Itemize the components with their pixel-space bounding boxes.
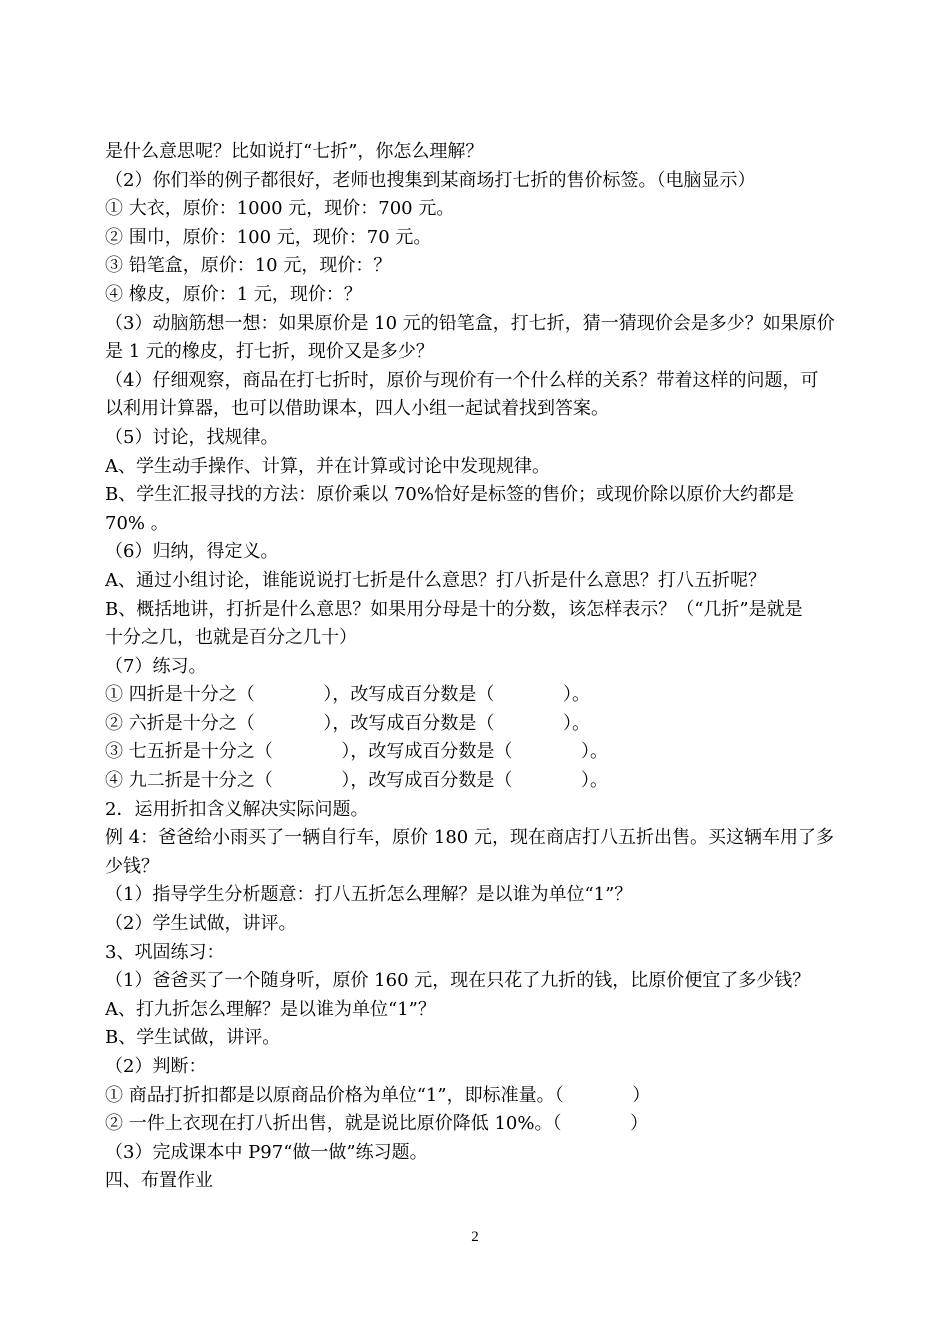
text-line: （2）判断：	[105, 1056, 207, 1077]
text-line: （2）学生试做，讲评。	[105, 913, 297, 935]
text-line: （3）动脑筋想一想：如果原价是 10 元的铅笔盒，打七折，猜一猜现价会是多少？如果原价	[105, 312, 835, 334]
text-line: B、概括地讲，打折是什么意思？如果用分母是十的分数，该怎样表示？（“几折”是就是	[105, 598, 803, 620]
document-body	[105, 138, 850, 1196]
text-line: A、打九折怎么理解？是以谁为单位“1”？	[105, 998, 436, 1020]
exercise-line: ① 四折是十分之（ ），改写成百分数是（ ）。	[105, 684, 591, 706]
exercise-line: ④ 九二折是十分之（ ），改写成百分数是（ ）。	[105, 770, 609, 792]
page-number: 2	[471, 1229, 479, 1245]
text-line: 以利用计算器，也可以借助课本，四人小组一起试着找到答案。	[105, 398, 609, 420]
text-line: B、学生汇报寻找的方法：原价乘以 70%恰好是标签的售价；或现价除以原价大约都是	[105, 484, 794, 506]
text-line: A、学生动手操作、计算，并在计算或讨论中发现规律。	[105, 455, 550, 477]
section-heading: 四、布置作业	[105, 1170, 213, 1192]
text-line: （5）讨论，找规律。	[105, 426, 279, 448]
exercise-line: ① 商品打折扣都是以原商品价格为单位“1”，即标准量。（ ）	[105, 1084, 651, 1106]
text-line: ③ 铅笔盒，原价：10 元，现价：？	[105, 255, 392, 277]
text-line: 少钱？	[105, 855, 159, 877]
text-line: ④ 橡皮，原价：1 元，现价：？	[105, 283, 362, 305]
text-line: （4）仔细观察，商品在打七折时，原价与现价有一个什么样的关系？带着这样的问题，可	[105, 369, 819, 391]
text-line: ① 大衣，原价：1000 元，现价：700 元。	[105, 198, 455, 220]
exercise-line: ③ 七五折是十分之（ ），改写成百分数是（ ）。	[105, 741, 609, 763]
text-line: 是 1 元的橡皮，打七折，现价又是多少？	[105, 341, 434, 363]
text-line: （1）指导学生分析题意：打八五折怎么理解？是以谁为单位“1”？	[105, 884, 633, 906]
text-line: ② 围巾，原价：100 元，现价：70 元。	[105, 226, 432, 248]
text-line: （1）爸爸买了一个随身听，原价 160 元，现在只花了九折的钱，比原价便宜了多少钱？	[105, 970, 811, 992]
text-line: A、通过小组讨论，谁能说说打七折是什么意思？打八折是什么意思？打八五折呢？	[105, 569, 766, 591]
text-line: B、学生试做，讲评。	[105, 1027, 281, 1049]
text-line: （3）完成课本中 P97“做一做”练习题。	[105, 1141, 428, 1163]
text-line: 十分之几，也就是百分之几十）	[105, 627, 357, 649]
text-line: （2）你们举的例子都很好，老师也搜集到某商场打七折的售价标签。（电脑显示）	[105, 169, 756, 191]
text-line: 例 4：爸爸给小雨买了一辆自行车，原价 180 元，现在商店打八五折出售。买这辆车用了多	[105, 827, 834, 849]
text-line: （6）归纳，得定义。	[105, 541, 279, 563]
section-heading: 2．运用折扣含义解决实际问题。	[105, 798, 369, 820]
exercise-line: ② 一件上衣现在打八折出售，就是说比原价降低 10%。（ ）	[105, 1113, 649, 1135]
exercise-line: ② 六折是十分之（ ），改写成百分数是（ ）。	[105, 712, 591, 734]
text-line: 是什么意思呢？比如说打“七折”，你怎么理解？	[105, 141, 484, 162]
text-line: （7）练习。	[105, 655, 207, 677]
text-line: 70% 。	[105, 512, 169, 534]
section-heading: 3、巩固练习：	[105, 941, 225, 963]
